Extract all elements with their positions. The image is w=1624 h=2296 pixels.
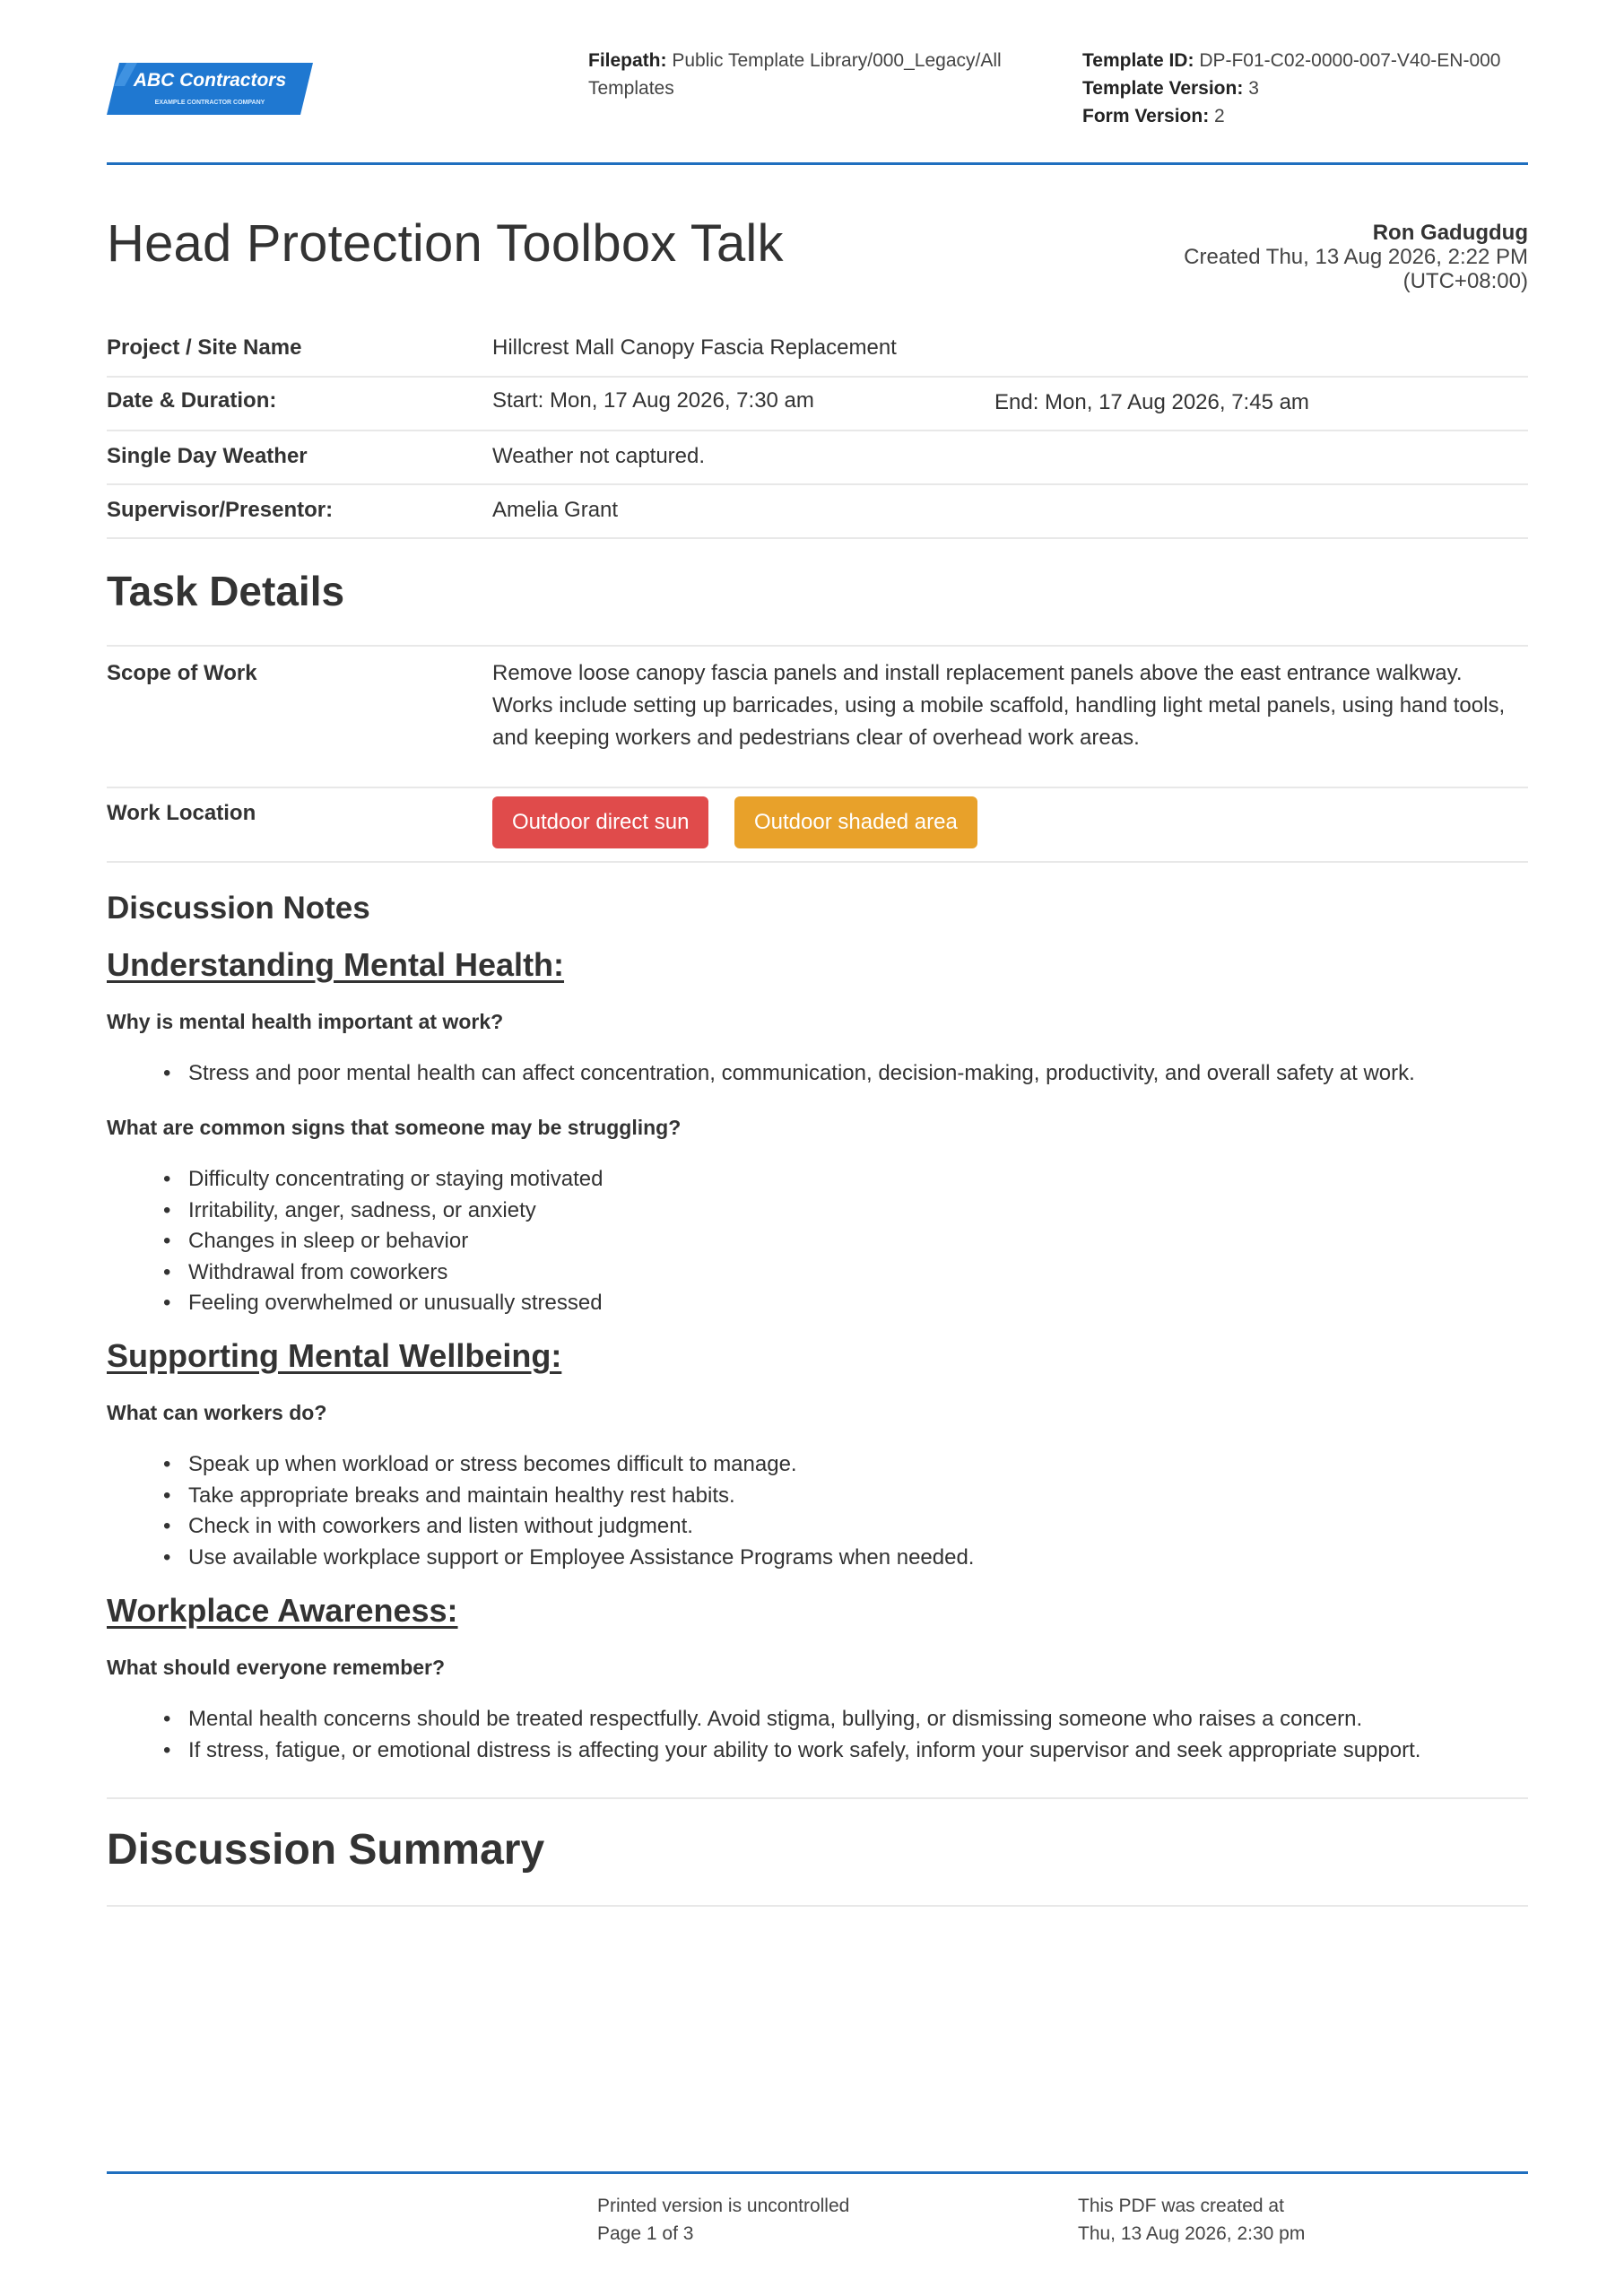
footer-print-info	[597, 2192, 849, 2248]
tag-outdoor-shaded-area: Outdoor shaded area	[734, 796, 977, 848]
question-why-important: Why is mental health important at work?	[107, 1010, 504, 1033]
template-id-value: DP-F01-C02-0000-007-V40-EN-000	[1199, 50, 1501, 71]
question-what-can-workers-do: What can workers do?	[107, 1401, 327, 1424]
form-version-value: 2	[1214, 106, 1225, 126]
discussion-summary-divider	[107, 1905, 1528, 1907]
project-value: Hillcrest Mall Canopy Fascia Replacement	[492, 335, 897, 360]
question-everyone-remember: What should everyone remember?	[107, 1656, 446, 1679]
filepath-label: Filepath:	[588, 50, 667, 71]
weather-value: Weather not captured.	[492, 444, 706, 468]
document-header	[107, 45, 1528, 163]
section-supporting-wellbeing: Supporting Mental Wellbeing:	[107, 1337, 562, 1374]
list-item: • Withdrawal from coworkers	[188, 1257, 603, 1289]
discussion-summary-heading: Discussion Summary	[107, 1826, 545, 1874]
task-details-heading: Task Details	[107, 568, 345, 614]
list-item: • Use available workplace support or Employee Assistance Programs when needed.	[188, 1543, 974, 1574]
scope-line: and keeping workers and pedestrians clear of overhead work areas.	[492, 726, 1140, 750]
logo-text: ABC Contractors	[133, 70, 287, 91]
list-item: • Check in with coworkers and listen without judgment.	[188, 1511, 974, 1543]
uncontrolled-notice: Printed version is uncontrolled	[597, 2196, 850, 2216]
created-timezone: (UTC+08:00)	[1403, 269, 1528, 293]
discussion-notes-divider	[107, 1797, 1528, 1799]
footer-divider	[107, 2171, 1528, 2174]
list-item: • If stress, fatigue, or emotional distress is affecting your ability to work safely, inform your supervisor and seek appropriate support.	[188, 1735, 1420, 1767]
list-item: • Changes in sleep or behavior	[188, 1226, 603, 1257]
list-item: • Irritability, anger, sadness, or anxiety	[188, 1196, 603, 1227]
header-divider	[107, 162, 1528, 165]
logo-subtext: EXAMPLE CONTRACTOR COMPANY	[154, 100, 265, 106]
created-date: Created Thu, 13 Aug 2026, 2:22 PM	[1184, 245, 1528, 269]
scope-label: Scope of Work	[107, 661, 257, 685]
scope-row	[107, 647, 1528, 788]
creator-block	[1184, 221, 1528, 293]
supervisor-row	[107, 483, 1528, 539]
scope-line: Works include setting up barricades, using a mobile scaffold, handling light metal panels, using hand tools,	[492, 693, 1506, 718]
list-item: • Stress and poor mental health can affect concentration, communication, decision-making, productivity, and overall safety at work.	[188, 1058, 1415, 1090]
list-item: • Difficulty concentrating or staying motivated	[188, 1164, 603, 1196]
bullet-list-common-signs	[107, 1164, 603, 1319]
footer-created-info	[1078, 2192, 1305, 2248]
filepath-value: Public Template Library/000_Legacy/All Templates	[588, 50, 1002, 99]
list-item: • Feeling overwhelmed or unusually stressed	[188, 1288, 603, 1319]
date-duration-row	[107, 376, 1528, 431]
bullet-list-workers-do	[107, 1449, 974, 1573]
template-meta-block	[1082, 47, 1528, 130]
supervisor-value: Amelia Grant	[492, 498, 619, 522]
scope-text	[492, 657, 1533, 754]
pdf-created-value: Thu, 13 Aug 2026, 2:30 pm	[1078, 2223, 1306, 2244]
question-common-signs: What are common signs that someone may be struggling?	[107, 1116, 682, 1139]
bullet-list-remember	[107, 1704, 1420, 1766]
section-understanding-mental-health: Understanding Mental Health:	[107, 946, 565, 983]
section-workplace-awareness: Workplace Awareness:	[107, 1592, 458, 1629]
date-duration-label: Date & Duration:	[107, 388, 277, 413]
work-location-label: Work Location	[107, 801, 256, 825]
end-datetime: End: Mon, 17 Aug 2026, 7:45 am	[994, 390, 1309, 414]
list-item: • Speak up when workload or stress becomes difficult to manage.	[188, 1449, 974, 1481]
document-title: Head Protection Toolbox Talk	[107, 214, 784, 273]
weather-label: Single Day Weather	[107, 444, 308, 468]
template-id-label: Template ID:	[1082, 50, 1194, 71]
template-version-label: Template Version:	[1082, 78, 1244, 99]
pdf-created-label: This PDF was created at	[1078, 2196, 1284, 2216]
weather-row	[107, 430, 1528, 485]
tag-outdoor-direct-sun: Outdoor direct sun	[492, 796, 708, 848]
page-number: Page 1 of 3	[597, 2223, 694, 2244]
list-item: • Mental health concerns should be treated respectfully. Avoid stigma, bullying, or dismissing someone who raises a concern.	[188, 1704, 1420, 1735]
form-version-label: Form Version:	[1082, 106, 1210, 126]
filepath-block	[588, 47, 1037, 102]
discussion-notes-heading: Discussion Notes	[107, 891, 370, 926]
start-datetime: Start: Mon, 17 Aug 2026, 7:30 am	[492, 388, 814, 413]
list-item: • Take appropriate breaks and maintain healthy rest habits.	[188, 1481, 974, 1512]
work-location-tags	[492, 796, 1030, 848]
work-location-row	[107, 787, 1528, 863]
supervisor-label: Supervisor/Presentor:	[107, 498, 334, 522]
template-version-value: 3	[1248, 78, 1259, 99]
company-logo	[107, 59, 313, 118]
bullet-list-why-important	[107, 1058, 1415, 1090]
project-label: Project / Site Name	[107, 335, 302, 360]
project-row	[107, 326, 1528, 378]
creator-name: Ron Gadugdug	[1372, 221, 1528, 245]
scope-line: Remove loose canopy fascia panels and install replacement panels above the east entrance walkway.	[492, 661, 1463, 685]
